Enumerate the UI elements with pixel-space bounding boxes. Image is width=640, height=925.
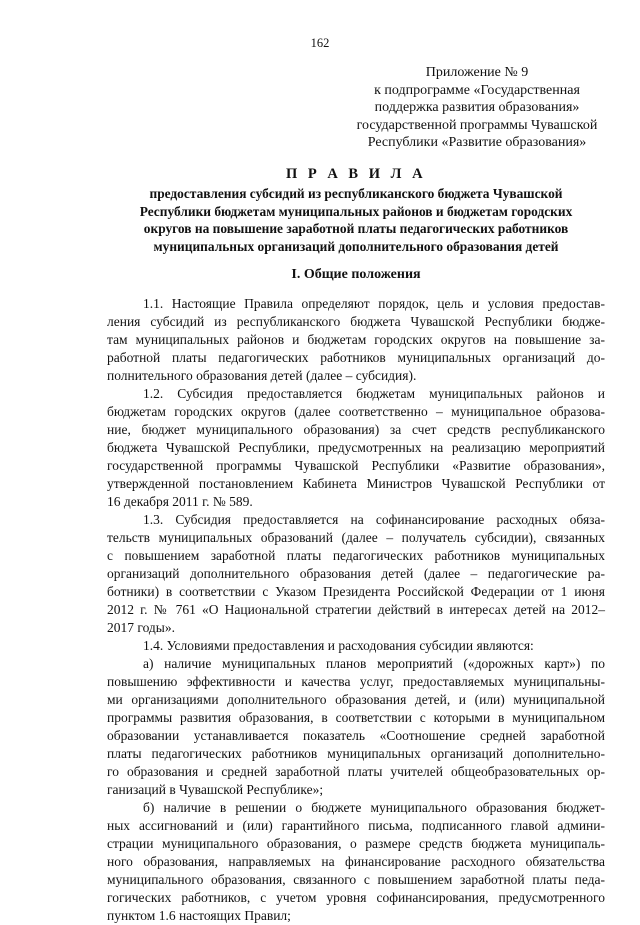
appendix-line: к подпрограмме «Государственная <box>374 82 580 98</box>
paragraph-line: муниципального образования, связанного с повышением заработной платы педа- <box>107 872 605 887</box>
appendix-line: Приложение № 9 <box>425 65 529 80</box>
appendix-block <box>352 64 602 152</box>
paragraph-line: образовании устанавливается показатель «Соотношение средней заработной <box>107 728 605 743</box>
paragraph-line: бюджета Чувашской Республики, предусмотренных на реализацию мероприятий <box>107 440 605 455</box>
title-subtitle-line: Республики бюджетам муниципальных районов и бюджетам городских <box>139 203 573 219</box>
paragraph-line: ления субсидий из республиканского бюджета Чувашской Республики бюдже- <box>107 314 605 329</box>
paragraph-line: страции муниципального образования, о размере средств бюджета муниципаль- <box>107 836 605 851</box>
body-text <box>107 295 605 925</box>
paragraph-line: там муниципальных районов и бюджетам городских округов на повышение за- <box>107 332 605 347</box>
appendix-line: поддержка развития образования» <box>374 100 580 115</box>
paragraph-line: 16 декабря 2011 г. № 589. <box>107 494 253 509</box>
paragraph <box>107 295 605 385</box>
paragraph-line: 1.1. Настоящие Правила определяют порядок, цель и условия предостав- <box>143 296 605 311</box>
appendix-line: Республики «Развитие образования» <box>367 135 587 150</box>
paragraph-line: ных ассигнований и (или) гарантийного письма, подписанного главой админи- <box>107 818 605 833</box>
title-subtitle-line: округов на повышение заработной платы педагогических работников <box>143 221 569 236</box>
paragraph-line: бюджетам городских округов (далее соответственно – муниципальное образова- <box>107 404 605 419</box>
paragraph-line: а) наличие муниципальных планов мероприятий («дорожных карт») по <box>143 656 605 671</box>
paragraph-line: полнительного образования детей (далее – субсидия). <box>107 368 417 383</box>
paragraph-line: пунктом 1.6 настоящих Правил; <box>107 908 291 923</box>
paragraph-line: б) наличие в решении о бюджете муниципального образования бюджет- <box>143 800 605 815</box>
paragraph-line: тельств муниципальных образований (далее – получатель субсидии), связанных <box>107 530 605 545</box>
paragraph-line: 2012 г. № 761 «О Национальной стратегии действий в интересах детей на 2012– <box>107 602 605 617</box>
paragraph-line: ми организациями дополнительного образования детей, и (или) муниципальной <box>107 692 605 707</box>
paragraph-line: работной платы педагогических работников муниципальных организаций до- <box>107 350 605 365</box>
title-subtitle <box>107 185 605 255</box>
paragraph-line: го образования и средней заработной платы учителей общеобразовательных ор- <box>107 764 605 779</box>
title-subtitle-line: муниципальных организаций дополнительного образования детей <box>153 238 559 254</box>
paragraph <box>107 385 605 511</box>
title-subtitle-line: предоставления субсидий из республиканского бюджета Чувашской <box>149 186 563 201</box>
paragraph-line: утвержденной постановлением Кабинета Министров Чувашской Республики от <box>107 476 605 491</box>
paragraph-line: 1.2. Субсидия предоставляется бюджетам муниципальных районов и <box>143 386 605 401</box>
paragraph-line: программы развития образования, в соответствии с которыми в муниципальном <box>107 710 605 725</box>
paragraph-line: 1.3. Субсидия предоставляется на софинансирование расходных обяза- <box>143 512 605 527</box>
appendix-line: государственной программы Чувашской <box>356 117 598 133</box>
paragraph-line: ботники) в соответствии с Указом Президента Российской Федерации от 1 июня <box>107 584 605 599</box>
paragraph <box>107 511 605 637</box>
paragraph <box>107 637 605 655</box>
paragraph-line: гогических работников, с учетом уровня софинансирования, предусмотренного <box>107 890 605 905</box>
paragraph-line: организаций дополнительного образования детей (далее – педагогические ра- <box>107 566 605 581</box>
title-main: П Р А В И Л А <box>285 166 427 182</box>
paragraph-line: 2017 годы». <box>107 620 176 635</box>
paragraph-line: ние, бюджет муниципального образования) за счет средств республиканского <box>107 422 605 437</box>
paragraph-line: повышению эффективности и качества услуг, предоставляемых муниципальны- <box>107 674 605 689</box>
paragraph-line: с повышением заработной платы педагогических работников муниципальных <box>107 548 605 563</box>
page-number: 162 <box>310 36 330 50</box>
section-heading: I. Общие положения <box>291 267 421 282</box>
paragraph-line: платы педагогических работников муниципальных организаций дополнительно- <box>107 746 605 761</box>
paragraph <box>107 799 605 925</box>
paragraph-line: ганизаций в Чувашской Республике»; <box>107 782 324 797</box>
paragraph <box>107 655 605 799</box>
paragraph-line: 1.4. Условиями предоставления и расходования субсидии являются: <box>143 638 534 653</box>
paragraph-line: ного образования, направляемых на финансирование расходного обязательства <box>107 854 605 869</box>
paragraph-line: государственной программы Чувашской Республики «Развитие образования», <box>107 458 605 473</box>
title-block <box>107 165 605 255</box>
